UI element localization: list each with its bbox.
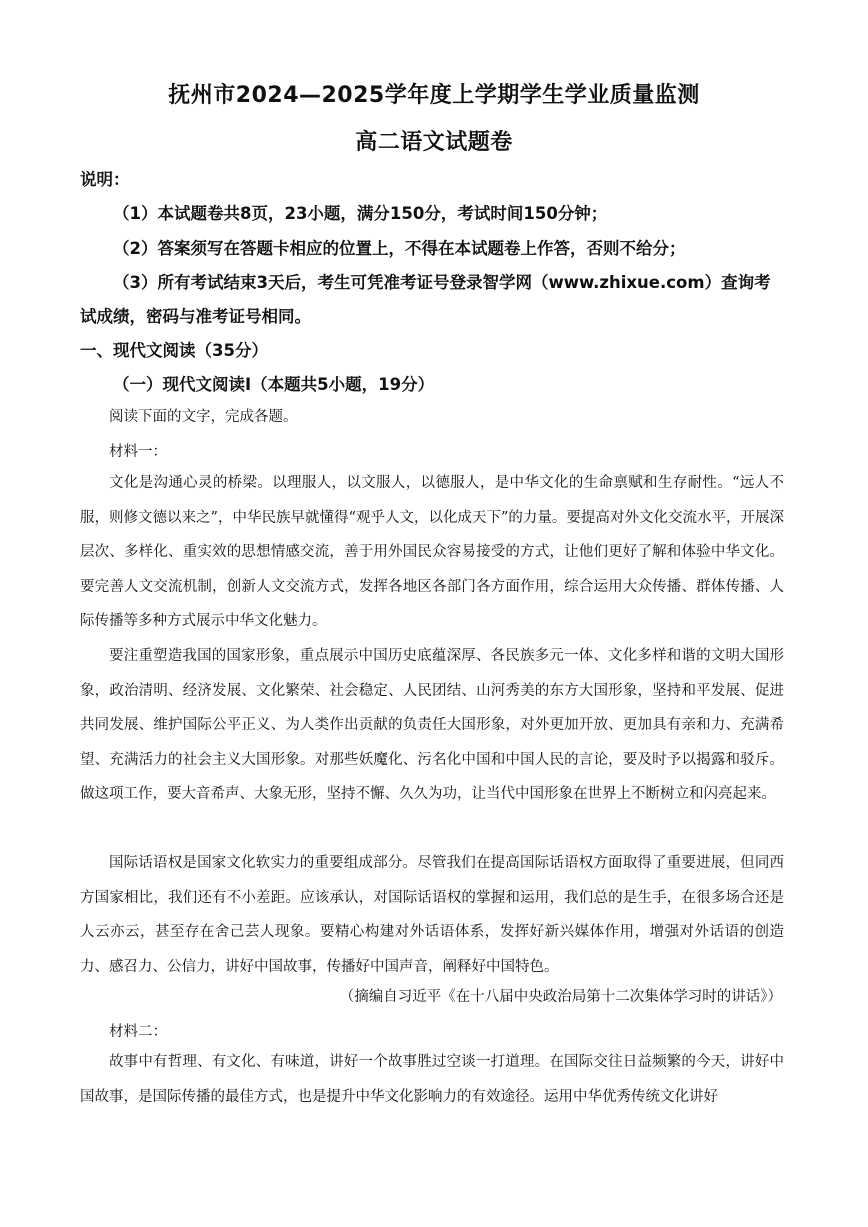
material-1-paragraph-2: 要注重塑造我国的国家形象，重点展示中国历史底蕴深厚、各民族多元一体、文化多样和谐的文明大国形象，政治清明、经济发展、文化繁荣、社会稳定、人民团结、山河秀美的东方大国形象，坚持和平发展、促进共同发展、维护国际公平正义、为人类作出贡献的负责任大国形象，对外更加开放、更加具有亲和力、充满希望、充满活力的社会主义大国形象。对那些妖魔化、污名化中国和中国人民的言论，要及时予以揭露和驳斥。做这项工作，要大音希声、大象无形，坚持不懈、久久为功，让当代中国形象在世界上不断树立和闪亮起来。 — [80, 648, 784, 803]
exam-subtitle: 高二语文试题卷 — [355, 130, 513, 155]
material-2-label: 材料二： — [109, 1024, 167, 1040]
instruction-item-1: （1）本试题卷共8页，23小题，满分150分，考试时间150分钟； — [113, 204, 608, 223]
section-heading: 一、现代文阅读（35分） — [80, 341, 268, 360]
instruction-item-2: （2）答案须写在答题卡相应的位置上，不得在本试题卷上作答，否则不给分； — [113, 239, 686, 258]
instruction-item-3-continued: 试成绩，密码与准考证号相同。 — [80, 307, 311, 326]
instructions-heading: 说明： — [80, 170, 130, 189]
material-2-paragraph-1: 故事中有哲理、有文化、有味道，讲好一个故事胜过空谈一打道理。在国际交往日益频繁的今天，讲好中国故事，是国际传播的最佳方式，也是提升中华文化影响力的有效途径。运用中华优秀传统文化讲好 — [80, 1054, 784, 1105]
instruction-item-3: （3）所有考试结束3天后，考生可凭准考证号登录智学网（www.zhixue.com）查询考 — [113, 273, 771, 292]
material-1-label: 材料一： — [109, 444, 167, 460]
section-subheading: （一）现代文阅读Ⅰ（本题共5小题，19分） — [113, 375, 435, 394]
exam-title: 抚州市2024—2025学年度上学期学生学业质量监测 — [168, 83, 700, 108]
reading-prompt: 阅读下面的文字，完成各题。 — [109, 409, 298, 425]
material-1-citation: （摘编自习近平《在十八届中央政治局第十二次集体学习时的讲话》） — [339, 989, 782, 1005]
material-1-paragraph-1: 文化是沟通心灵的桥梁。以理服人，以文服人，以德服人，是中华文化的生命禀赋和生存耐性。“远人不服，则修文德以来之”，中华民族早就懂得“观乎人文，以化成天下”的力量。要提高对外文化交流水平，开展深层次、多样化、重实效的思想情感交流，善于用外国民众容易接受的方式，让他们更好了解和体验中华文化。要完善人文交流机制，创新人文交流方式，发挥各地区各部门各方面作用，综合运用大众传播、群体传播、人际传播等多种方式展示中华文化魅力。 — [80, 475, 784, 630]
material-1-paragraph-3: 国际话语权是国家文化软实力的重要组成部分。尽管我们在提高国际话语权方面取得了重要进展，但同西方国家相比，我们还有不小差距。应该承认，对国际话语权的掌握和运用，我们总的是生手，在很多场合还是人云亦云，甚至存在舍己芸人现象。要精心构建对外话语体系，发挥好新兴媒体作用，增强对外话语的创造力、感召力、公信力，讲好中国故事，传播好中国声音，阐释好中国特色。 — [80, 855, 784, 975]
